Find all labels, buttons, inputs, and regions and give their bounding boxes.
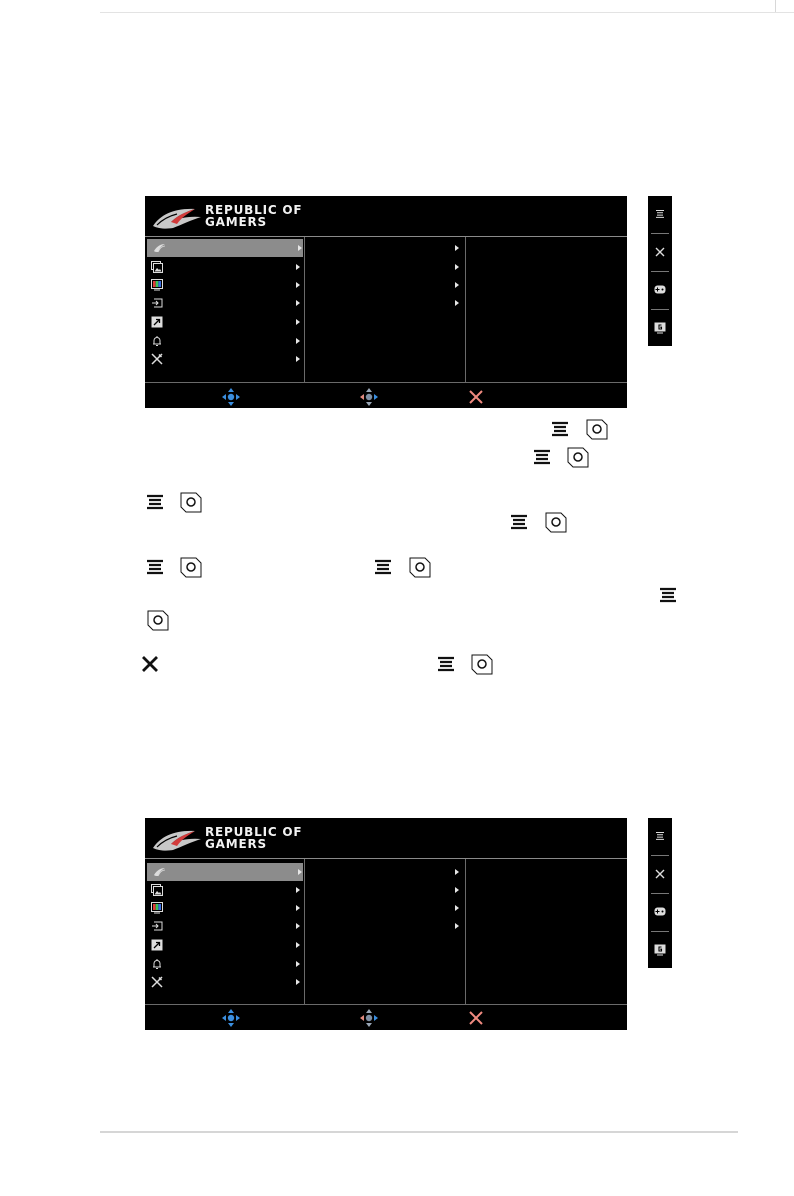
header-rule xyxy=(100,12,794,13)
move-blue-icon xyxy=(221,387,241,407)
submenu-chevron-icon[interactable] xyxy=(455,300,459,306)
rog-eye-icon xyxy=(153,242,165,254)
close-key-icon xyxy=(141,655,159,673)
logo-line-2: GAMERS xyxy=(205,837,267,851)
menu-key-icon xyxy=(533,449,551,465)
five-way-key-icon xyxy=(586,418,608,440)
input-select-icon xyxy=(151,920,163,932)
sidebar-gamevisual-button[interactable] xyxy=(648,272,672,309)
footer-divider xyxy=(145,382,627,383)
gameplus-icon xyxy=(654,944,666,956)
menu-icon xyxy=(655,209,665,219)
rog-logo-icon xyxy=(151,828,203,852)
main-menu-item-shortcut[interactable] xyxy=(145,936,303,954)
chevron-right-icon xyxy=(296,319,300,325)
sidebar-menu-button[interactable] xyxy=(648,196,672,233)
submenu-chevron-icon[interactable] xyxy=(455,282,459,288)
five-way-key-icon xyxy=(147,609,169,631)
sidebar-gamevisual-button[interactable] xyxy=(648,894,672,931)
five-way-key-icon xyxy=(545,511,567,533)
sidebar-close-button[interactable] xyxy=(648,856,672,893)
banner-divider xyxy=(145,236,627,237)
submenu-chevron-icon[interactable] xyxy=(455,869,459,875)
rog-wordmark xyxy=(205,826,302,850)
chevron-right-icon xyxy=(298,245,302,251)
menu-key-icon xyxy=(659,587,677,603)
main-menu-item-system[interactable] xyxy=(145,973,303,991)
main-menu-item-input[interactable] xyxy=(145,917,303,935)
osd-menu-screenshot xyxy=(145,196,627,408)
move-blue-icon xyxy=(221,1008,241,1028)
quick-sidebar xyxy=(648,818,672,968)
chevron-right-icon xyxy=(296,887,300,893)
quick-sidebar xyxy=(648,196,672,346)
sidebar-close-button[interactable] xyxy=(648,234,672,271)
input-select-icon xyxy=(151,297,163,309)
system-setup-icon xyxy=(151,976,163,988)
exit-x-icon[interactable] xyxy=(468,1010,484,1026)
menu-key-icon xyxy=(551,421,569,437)
move-gray-icon xyxy=(359,387,379,407)
logo-line-1: REPUBLIC OF xyxy=(205,203,303,217)
chevron-right-icon xyxy=(296,264,300,270)
chevron-right-icon xyxy=(296,942,300,948)
sidebar-gameplus-button[interactable] xyxy=(648,932,672,969)
banner-divider xyxy=(145,858,627,859)
main-menu-item-input[interactable] xyxy=(145,294,303,312)
logo-line-2: GAMERS xyxy=(205,215,267,229)
main-menu-item-gaming[interactable] xyxy=(147,239,303,257)
header-tick xyxy=(775,0,776,12)
shortcut-icon xyxy=(151,316,163,328)
exit-x-icon[interactable] xyxy=(468,389,484,405)
main-menu-item-gaming[interactable] xyxy=(147,863,303,881)
chevron-right-icon xyxy=(296,961,300,967)
chevron-right-icon xyxy=(296,905,300,911)
menu-key-icon xyxy=(146,559,164,575)
footer-rule xyxy=(100,1131,738,1133)
five-way-key-icon xyxy=(567,446,589,468)
submenu-chevron-icon[interactable] xyxy=(455,264,459,270)
main-menu-item-image[interactable] xyxy=(145,881,303,899)
osd-banner xyxy=(145,196,627,236)
column-divider-1 xyxy=(304,859,305,1004)
gameplus-icon xyxy=(654,322,666,334)
column-divider-1 xyxy=(304,237,305,382)
five-way-key-icon xyxy=(180,556,202,578)
chevron-right-icon xyxy=(296,979,300,985)
footer-divider xyxy=(145,1004,627,1005)
submenu-chevron-icon[interactable] xyxy=(455,245,459,251)
rog-logo-icon xyxy=(151,206,203,230)
main-menu-item-color[interactable] xyxy=(145,276,303,294)
menu-key-icon xyxy=(146,494,164,510)
sidebar-menu-button[interactable] xyxy=(648,818,672,855)
close-icon xyxy=(655,869,665,879)
system-setup-icon xyxy=(151,353,163,365)
menu-key-icon xyxy=(374,559,392,575)
five-way-key-icon xyxy=(471,653,493,675)
image-icon xyxy=(151,884,163,896)
color-icon xyxy=(151,279,163,291)
chevron-right-icon xyxy=(296,338,300,344)
system-bell-icon xyxy=(151,335,163,347)
chevron-right-icon xyxy=(296,923,300,929)
main-menu-item-system[interactable] xyxy=(145,350,303,368)
chevron-right-icon xyxy=(296,300,300,306)
osd-banner xyxy=(145,818,627,858)
chevron-right-icon xyxy=(296,282,300,288)
menu-icon xyxy=(655,831,665,841)
logo-line-1: REPUBLIC OF xyxy=(205,825,303,839)
five-way-key-icon xyxy=(180,491,202,513)
submenu-chevron-icon[interactable] xyxy=(455,887,459,893)
main-menu-item-color[interactable] xyxy=(145,899,303,917)
main-menu-item-image[interactable] xyxy=(145,258,303,276)
image-icon xyxy=(151,261,163,273)
move-gray-icon xyxy=(359,1008,379,1028)
submenu-chevron-icon[interactable] xyxy=(455,905,459,911)
five-way-key-icon xyxy=(409,556,431,578)
color-icon xyxy=(151,902,163,914)
menu-key-icon xyxy=(510,514,528,530)
chevron-right-icon xyxy=(298,869,302,875)
gamevisual-icon xyxy=(654,285,666,294)
system-bell-icon xyxy=(151,958,163,970)
rog-eye-icon xyxy=(153,866,165,878)
gamevisual-icon xyxy=(654,907,666,916)
sidebar-gameplus-button[interactable] xyxy=(648,310,672,347)
osd-menu-screenshot xyxy=(145,818,627,1030)
column-divider-2 xyxy=(465,859,466,1004)
main-menu-item-bell[interactable] xyxy=(145,332,303,350)
main-menu-item-shortcut[interactable] xyxy=(145,313,303,331)
submenu-chevron-icon[interactable] xyxy=(455,923,459,929)
chevron-right-icon xyxy=(296,356,300,362)
column-divider-2 xyxy=(465,237,466,382)
rog-wordmark xyxy=(205,204,302,228)
main-menu-item-bell[interactable] xyxy=(145,955,303,973)
shortcut-icon xyxy=(151,939,163,951)
close-icon xyxy=(655,247,665,257)
menu-key-icon xyxy=(437,656,455,672)
